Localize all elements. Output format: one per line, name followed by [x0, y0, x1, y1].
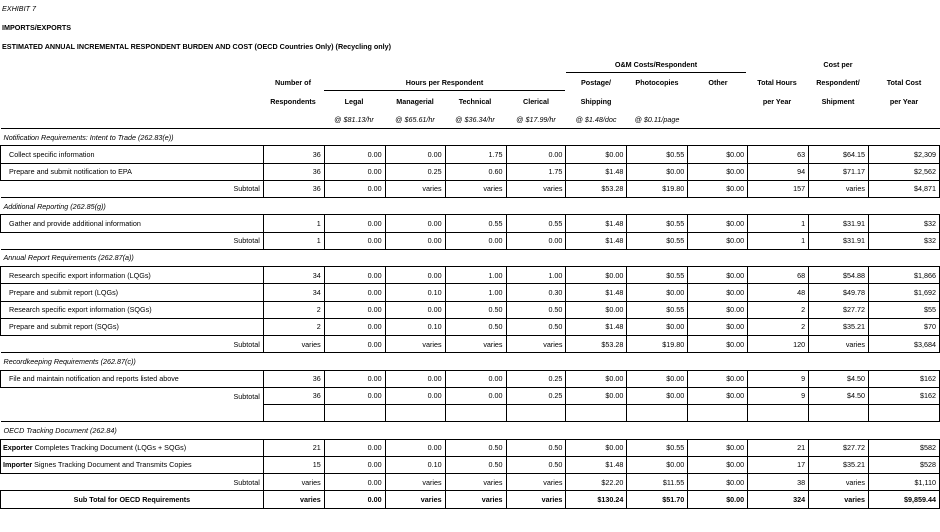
cost-per-shipment-cell: $49.78 [809, 284, 869, 301]
photocopies-cost-cell: $0.55 [627, 215, 688, 232]
clerical-hours-cell: 0.00 [506, 232, 566, 249]
row-lead: Importer [3, 460, 35, 470]
legal-hours-cell: 0.00 [324, 180, 385, 197]
row-label: Collect specific information [1, 146, 264, 163]
clerical-hours-cell: 0.00 [506, 146, 566, 163]
total-hours-cell: 120 [748, 336, 809, 353]
total-hours-cell: 63 [748, 146, 809, 163]
table-row [1, 439, 940, 456]
managerial-hours-cell: 0.25 [385, 163, 445, 180]
clerical-hours-cell: varies [506, 474, 566, 491]
other-cost-cell: $0.00 [688, 456, 748, 473]
blank-cell [566, 405, 627, 422]
clerical-hours-cell: 0.30 [506, 284, 566, 301]
cost-per-shipment-cell: $54.88 [809, 267, 869, 284]
legal-hours-cell: 0.00 [324, 439, 385, 456]
clerical-hours-cell: 0.50 [506, 301, 566, 318]
total-hours-cell: 2 [748, 318, 809, 335]
respondents-cell: 1 [263, 232, 324, 249]
table-row [1, 267, 940, 284]
total-cost-cell: $162 [869, 370, 940, 387]
total-cost-cell: $582 [869, 439, 940, 456]
section-row [1, 129, 940, 146]
technical-hours-cell: 0.50 [445, 439, 506, 456]
clerical-hours-cell: varies [506, 491, 566, 508]
postage-cost-cell: $22.20 [566, 474, 627, 491]
total-cost-cell: $32 [869, 215, 940, 232]
row-label: Subtotal [233, 184, 260, 194]
clerical-hours-cell: varies [506, 180, 566, 197]
cost-per-shipment-cell: $4.50 [809, 387, 869, 404]
photocopies-cost-cell: $0.00 [627, 284, 688, 301]
postage-cost-cell: $53.28 [566, 336, 627, 353]
cost-per-shipment-cell: varies [809, 491, 869, 508]
section-row [1, 353, 940, 370]
total-hours-cell: 68 [748, 267, 809, 284]
section-label: Additional Reporting (262.85(g)) [1, 198, 940, 215]
cost-per-shipment-cell: $31.91 [809, 232, 869, 249]
postage-cost-cell: $0.00 [566, 439, 627, 456]
table-row [1, 370, 940, 387]
clerical-hours-cell: 0.25 [506, 370, 566, 387]
respondents-header-1: Number of [275, 78, 311, 87]
technical-hours-cell: 0.00 [445, 232, 506, 249]
table-row [1, 146, 940, 163]
blank-cell [627, 405, 688, 422]
clerical-hours-cell: 0.50 [506, 318, 566, 335]
table-row [1, 215, 940, 232]
row-label [1, 439, 264, 456]
row-label: Research specific export information (SQGs) [1, 301, 264, 318]
total-cost-cell: $1,866 [869, 267, 940, 284]
managerial-hours-cell: 0.00 [385, 439, 445, 456]
technical-hours-cell: 0.50 [445, 318, 506, 335]
managerial-hours-cell: 0.00 [385, 387, 445, 404]
row-lead: Exporter [3, 443, 35, 453]
respondents-cell: 36 [263, 370, 324, 387]
hours-group-rule [324, 90, 565, 91]
cost-per-shipment-cell: $27.72 [809, 439, 869, 456]
blank-cell [385, 405, 445, 422]
legal-hours-cell: 0.00 [324, 284, 385, 301]
blank-cell [324, 405, 385, 422]
cost-per-shipment-cell: $31.91 [809, 215, 869, 232]
om-group-rule [566, 72, 746, 73]
postage-cost-cell: $1.48 [566, 318, 627, 335]
postage-cost-cell: $1.48 [566, 232, 627, 249]
row-label: Research specific export information (LQGs) [1, 267, 264, 284]
clerical-hours-cell: 0.25 [506, 387, 566, 404]
hours-group-header: Hours per Respondent [405, 78, 484, 87]
legal-hours-cell: 0.00 [324, 267, 385, 284]
clerical-rate: @ $17.99/hr [516, 115, 556, 124]
cost-per-shipment-cell: $71.17 [809, 163, 869, 180]
respondents-cell: 36 [263, 387, 324, 404]
photocopies-cost-cell: $0.55 [627, 232, 688, 249]
technical-hours-cell: 1.75 [445, 146, 506, 163]
respondents-cell: 34 [263, 284, 324, 301]
section-label: Annual Report Requirements (262.87(a)) [1, 249, 940, 266]
managerial-rate: @ $65.61/hr [395, 115, 435, 124]
total-cost-cell: $2,309 [869, 146, 940, 163]
total-cost-cell: $3,684 [869, 336, 940, 353]
respondents-cell: 36 [263, 180, 324, 197]
technical-hours-cell: 0.00 [445, 370, 506, 387]
row-label: Sub Total for OECD Requirements [1, 491, 264, 508]
technical-hours-cell: 1.00 [445, 284, 506, 301]
postage-cost-cell: $0.00 [566, 387, 627, 404]
photocopies-cost-cell: $0.55 [627, 439, 688, 456]
row-label-text: Signes Tracking Document and Transmits Copies [34, 460, 192, 470]
blank-cell [445, 405, 506, 422]
technical-hours-cell: varies [445, 336, 506, 353]
cost-per-shipment-cell: $64.15 [809, 146, 869, 163]
legal-hours-cell: 0.00 [324, 232, 385, 249]
other-cost-cell: $0.00 [688, 318, 748, 335]
total-hours-cell: 94 [748, 163, 809, 180]
subtotal-row [1, 180, 940, 197]
postage-cost-cell: $130.24 [566, 491, 627, 508]
total-cost-cell: $32 [869, 232, 940, 249]
cost-per-shipment-cell: $27.72 [809, 301, 869, 318]
row-label [1, 456, 264, 473]
postage-cost-cell: $0.00 [566, 370, 627, 387]
postage-cost-cell: $1.48 [566, 284, 627, 301]
clerical-hours-cell: 1.75 [506, 163, 566, 180]
total-cost-cell: $528 [869, 456, 940, 473]
total-hours-cell: 38 [748, 474, 809, 491]
technical-hours-cell: varies [445, 491, 506, 508]
total-cost-cell: $9,859.44 [869, 491, 940, 508]
total-hours-cell: 1 [748, 215, 809, 232]
subtotal-row [1, 387, 940, 404]
row-label: Prepare and submit report (LQGs) [1, 284, 264, 301]
other-cost-cell: $0.00 [688, 284, 748, 301]
other-cost-cell: $0.00 [688, 474, 748, 491]
clerical-hours-cell: 0.50 [506, 439, 566, 456]
row-label: Prepare and submit report (SQGs) [1, 318, 264, 335]
blank-cell [809, 405, 869, 422]
section-row [1, 422, 940, 439]
total-cost-header-1: Total Cost [886, 78, 922, 87]
legal-hours-cell: 0.00 [324, 491, 385, 508]
total-hours-cell: 9 [748, 370, 809, 387]
respondents-cell: 34 [263, 267, 324, 284]
photocopies-cost-cell: $0.00 [627, 370, 688, 387]
row-label-text: Completes Tracking Document (LQGs + SQGs) [34, 443, 187, 453]
legal-hours-cell: 0.00 [324, 456, 385, 473]
subtotal-row [1, 474, 940, 491]
technical-hours-cell: 0.50 [445, 301, 506, 318]
legal-hours-cell: 0.00 [324, 336, 385, 353]
legal-hours-cell: 0.00 [324, 318, 385, 335]
other-cost-cell: $0.00 [688, 267, 748, 284]
technical-hours-cell: varies [445, 180, 506, 197]
cost-per-shipment-cell: $35.21 [809, 456, 869, 473]
technical-hours-cell: 0.50 [445, 456, 506, 473]
postage-header-1: Postage/ [581, 78, 611, 87]
table-row [1, 456, 940, 473]
row-label: Gather and provide additional information [1, 215, 264, 232]
cost-per-shipment-cell: varies [809, 336, 869, 353]
total-hours-cell: 17 [748, 456, 809, 473]
blank-cell [1, 405, 264, 422]
respondents-cell: 2 [263, 301, 324, 318]
photocopies-cost-cell: $0.00 [627, 163, 688, 180]
table-title: ESTIMATED ANNUAL INCREMENTAL RESPONDENT BURDEN AND COST (OECD Countries Only) (Recycling only) [2, 42, 392, 51]
technical-hours-cell: 0.60 [445, 163, 506, 180]
cost-per-header-2: Respondent/ [816, 78, 860, 87]
cost-per-header-3: Shipment [821, 97, 855, 106]
clerical-hours-cell: varies [506, 336, 566, 353]
photocopies-cost-cell: $0.55 [627, 146, 688, 163]
other-cost-cell: $0.00 [688, 370, 748, 387]
legal-hours-cell: 0.00 [324, 215, 385, 232]
photocopies-cost-cell: $0.00 [627, 387, 688, 404]
postage-cost-cell: $0.00 [566, 301, 627, 318]
other-cost-cell: $0.00 [688, 491, 748, 508]
blank-cell [869, 405, 940, 422]
photocopies-cost-cell: $0.00 [627, 456, 688, 473]
clerical-hours-cell: 1.00 [506, 267, 566, 284]
postage-cost-cell: $1.48 [566, 456, 627, 473]
section-label: Notification Requirements: Intent to Trade (262.83(e)) [1, 129, 940, 146]
grand-total-row [1, 491, 940, 508]
technical-rate: @ $36.34/hr [455, 115, 495, 124]
postage-header-2: Shipping [580, 97, 612, 106]
respondents-cell: 36 [263, 146, 324, 163]
respondents-cell: varies [263, 474, 324, 491]
postage-cost-cell: $0.00 [566, 267, 627, 284]
other-cost-cell: $0.00 [688, 232, 748, 249]
section-label: Recordkeeping Requirements (262.87(c)) [1, 353, 940, 370]
subject-heading: IMPORTS/EXPORTS [2, 23, 72, 32]
managerial-hours-cell: varies [385, 474, 445, 491]
legal-rate: @ $81.13/hr [334, 115, 374, 124]
photocopies-cost-cell: $0.55 [627, 267, 688, 284]
postage-cost-cell: $0.00 [566, 146, 627, 163]
blank-cell [748, 405, 809, 422]
row-label: Subtotal [233, 391, 260, 401]
managerial-hours-cell: varies [385, 180, 445, 197]
row-label: File and maintain notification and reports listed above [1, 370, 264, 387]
blank-cell [263, 405, 324, 422]
managerial-header: Managerial [396, 97, 434, 106]
subtotal-row [1, 232, 940, 249]
legal-hours-cell: 0.00 [324, 163, 385, 180]
total-hours-cell: 48 [748, 284, 809, 301]
total-cost-cell: $1,692 [869, 284, 940, 301]
photocopies-cost-cell: $51.70 [627, 491, 688, 508]
photocopies-cost-cell: $19.80 [627, 336, 688, 353]
postage-cost-cell: $1.48 [566, 163, 627, 180]
table-row [1, 284, 940, 301]
legal-hours-cell: 0.00 [324, 387, 385, 404]
exhibit-label: EXHIBIT 7 [2, 4, 36, 13]
other-cost-cell: $0.00 [688, 439, 748, 456]
total-cost-cell: $4,871 [869, 180, 940, 197]
other-header: Other [708, 78, 728, 87]
other-cost-cell: $0.00 [688, 387, 748, 404]
table-row [1, 318, 940, 335]
other-cost-cell: $0.00 [688, 146, 748, 163]
technical-header: Technical [458, 97, 492, 106]
table-row [1, 301, 940, 318]
managerial-hours-cell: 0.00 [385, 215, 445, 232]
cost-per-header-1: Cost per [823, 60, 853, 69]
total-hours-cell: 2 [748, 301, 809, 318]
row-label: Prepare and submit notification to EPA [1, 163, 264, 180]
other-cost-cell: $0.00 [688, 301, 748, 318]
photocopies-cost-cell: $0.55 [627, 301, 688, 318]
cost-per-shipment-cell: varies [809, 474, 869, 491]
row-label: Subtotal [233, 339, 260, 349]
respondents-cell: 15 [263, 456, 324, 473]
managerial-hours-cell: 0.00 [385, 267, 445, 284]
postage-cost-cell: $53.28 [566, 180, 627, 197]
managerial-hours-cell: 0.10 [385, 456, 445, 473]
respondents-cell: 2 [263, 318, 324, 335]
managerial-hours-cell: 0.00 [385, 146, 445, 163]
respondents-cell: varies [263, 336, 324, 353]
respondents-cell: 1 [263, 215, 324, 232]
postage-rate: @ $1.48/doc [575, 115, 617, 124]
other-cost-cell: $0.00 [688, 336, 748, 353]
respondents-cell: varies [263, 491, 324, 508]
respondents-cell: 36 [263, 163, 324, 180]
other-cost-cell: $0.00 [688, 180, 748, 197]
legal-hours-cell: 0.00 [324, 146, 385, 163]
legal-hours-cell: 0.00 [324, 301, 385, 318]
total-hours-cell: 324 [748, 491, 809, 508]
section-row [1, 249, 940, 266]
clerical-hours-cell: 0.55 [506, 215, 566, 232]
postage-cost-cell: $1.48 [566, 215, 627, 232]
managerial-hours-cell: 0.00 [385, 301, 445, 318]
total-cost-cell: $70 [869, 318, 940, 335]
total-cost-cell: $55 [869, 301, 940, 318]
legal-header: Legal [344, 97, 364, 106]
cost-per-shipment-cell: $4.50 [809, 370, 869, 387]
photocopies-rate: @ $0.11/page [634, 115, 680, 124]
managerial-hours-cell: varies [385, 336, 445, 353]
blank-cell [506, 405, 566, 422]
total-hours-header-2: per Year [762, 97, 792, 106]
total-hours-header-1: Total Hours [757, 78, 797, 87]
blank-row [1, 405, 940, 422]
burden-table [0, 128, 940, 509]
photocopies-cost-cell: $19.80 [627, 180, 688, 197]
technical-hours-cell: 0.00 [445, 387, 506, 404]
managerial-hours-cell: 0.10 [385, 284, 445, 301]
clerical-header: Clerical [523, 97, 549, 106]
subtotal-row [1, 336, 940, 353]
managerial-hours-cell: 0.00 [385, 232, 445, 249]
other-cost-cell: $0.00 [688, 163, 748, 180]
managerial-hours-cell: 0.00 [385, 370, 445, 387]
total-hours-cell: 157 [748, 180, 809, 197]
cost-per-shipment-cell: $35.21 [809, 318, 869, 335]
technical-hours-cell: 1.00 [445, 267, 506, 284]
total-cost-cell: $2,562 [869, 163, 940, 180]
managerial-hours-cell: 0.10 [385, 318, 445, 335]
legal-hours-cell: 0.00 [324, 370, 385, 387]
technical-hours-cell: 0.55 [445, 215, 506, 232]
row-label: Subtotal [233, 236, 260, 246]
row-label: Subtotal [233, 477, 260, 487]
respondents-header-2: Respondents [270, 97, 316, 106]
om-costs-group-header: O&M Costs/Respondent [614, 60, 698, 69]
legal-hours-cell: 0.00 [324, 474, 385, 491]
cost-per-shipment-cell: varies [809, 180, 869, 197]
photocopies-cost-cell: $11.55 [627, 474, 688, 491]
clerical-hours-cell: 0.50 [506, 456, 566, 473]
total-hours-cell: 9 [748, 387, 809, 404]
total-cost-cell: $162 [869, 387, 940, 404]
respondents-cell: 21 [263, 439, 324, 456]
photocopies-cost-cell: $0.00 [627, 318, 688, 335]
total-hours-cell: 1 [748, 232, 809, 249]
total-cost-cell: $1,110 [869, 474, 940, 491]
total-hours-cell: 21 [748, 439, 809, 456]
blank-cell [688, 405, 748, 422]
other-cost-cell: $0.00 [688, 215, 748, 232]
section-label: OECD Tracking Document (262.84) [1, 422, 940, 439]
managerial-hours-cell: varies [385, 491, 445, 508]
section-row [1, 198, 940, 215]
total-cost-header-2: per Year [889, 97, 919, 106]
technical-hours-cell: varies [445, 474, 506, 491]
table-row [1, 163, 940, 180]
photocopies-header: Photocopies [635, 78, 679, 87]
